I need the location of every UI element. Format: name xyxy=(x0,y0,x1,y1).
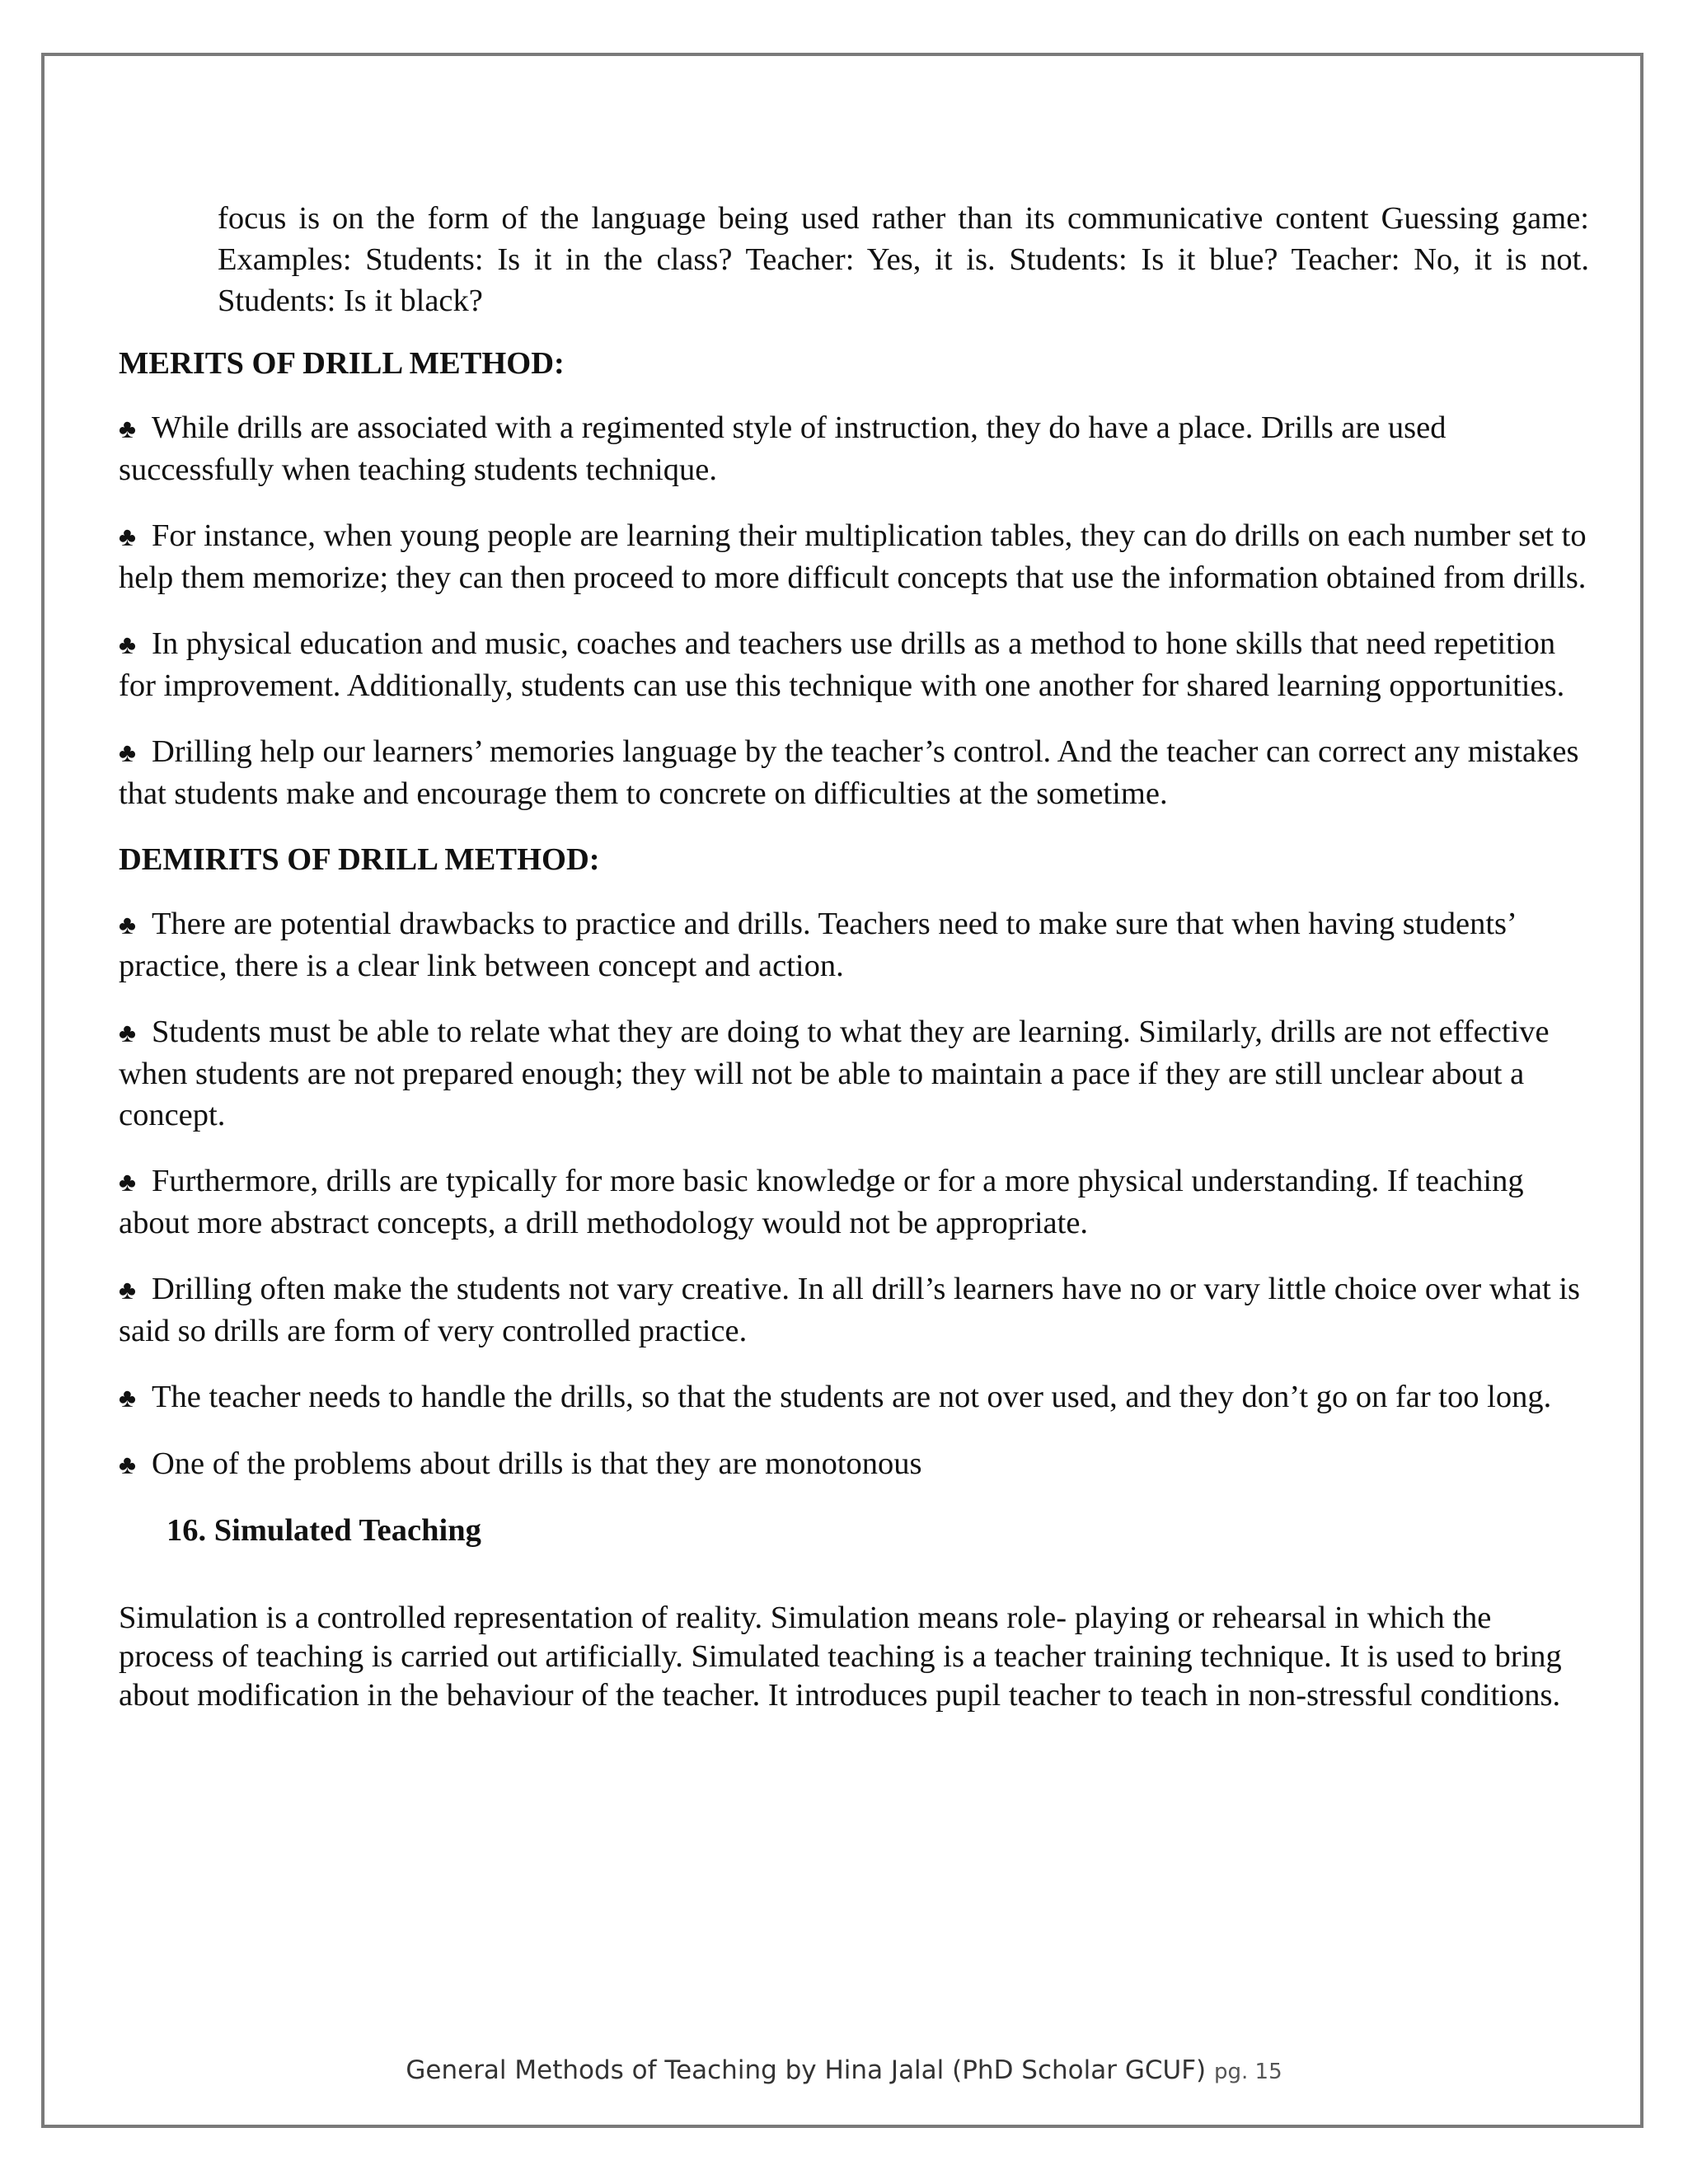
club-bullet-icon: ♣ xyxy=(119,414,136,443)
club-bullet-icon: ♣ xyxy=(119,1383,136,1413)
footer-text: General Methods of Teaching by Hina Jalal (PhD Scholar GCUF) xyxy=(406,2055,1207,2085)
list-item xyxy=(119,1376,1589,1418)
club-bullet-icon: ♣ xyxy=(119,738,136,767)
list-item xyxy=(119,1443,1589,1485)
list-item xyxy=(119,903,1589,987)
list-item-text: In physical education and music, coaches and teachers use drills as a method to hone skills that need repetition for improvement. Additionally, students can use this technique with one another for shared learning opportunities. xyxy=(119,626,1565,703)
list-item xyxy=(119,1011,1589,1136)
list-item xyxy=(119,515,1589,598)
list-item-text: Furthermore, drills are typically for more basic knowledge or for a more physical understanding. If teaching about more abstract concepts, a drill methodology would not be appropriate. xyxy=(119,1164,1524,1240)
page-footer xyxy=(0,2055,1688,2085)
merits-list xyxy=(119,407,1589,814)
demerits-list xyxy=(119,903,1589,1485)
club-bullet-icon: ♣ xyxy=(119,522,136,551)
section-title: Simulated Teaching xyxy=(213,1513,481,1548)
list-item-text: For instance, when young people are learning their multiplication tables, they can do drills on each number set to help them memorize; they can then proceed to more difficult concepts that use the information obtained from drills. xyxy=(119,518,1587,595)
list-item-text: There are potential drawbacks to practice and drills. Teachers need to make sure that when having students’ practice, there is a clear link between concept and action. xyxy=(119,907,1515,983)
club-bullet-icon: ♣ xyxy=(119,1018,136,1047)
list-item xyxy=(119,1268,1589,1352)
list-item-text: Drilling help our learners’ memories language by the teacher’s control. And the teacher can correct any mistakes that students make and encourage them to concrete on difficulties at the sometime. xyxy=(119,734,1579,811)
merits-heading: MERITS OF DRILL METHOD: xyxy=(119,346,565,381)
page-number: pg. 15 xyxy=(1213,2060,1282,2084)
club-bullet-icon: ♣ xyxy=(119,1450,136,1479)
club-bullet-icon: ♣ xyxy=(119,910,136,940)
intro-paragraph: focus is on the form of the language being used rather than its communicative content Guessing game: Examples: Students: Is it in the class? Teacher: Yes, it is. Students: Is it blue? Teacher: No, it is not. Students: Is it black? xyxy=(218,201,1589,318)
list-item-text: Drilling often make the students not vary creative. In all drill’s learners have no or vary little choice over what is said so drills are form of very controlled practice. xyxy=(119,1272,1581,1348)
club-bullet-icon: ♣ xyxy=(119,630,136,659)
section-number: 16. xyxy=(166,1513,207,1548)
page-content xyxy=(119,198,1589,1715)
list-item-text: Students must be able to relate what they are doing to what they are learning. Similarly, drills are not effective when students are not prepared enough; they will not be able to maintain a pace if they are still unclear about a concept. xyxy=(119,1015,1550,1132)
list-item xyxy=(119,623,1589,706)
club-bullet-icon: ♣ xyxy=(119,1275,136,1305)
list-item-text: While drills are associated with a regimented style of instruction, they do have a place. Drills are used successfully when teaching students technique. xyxy=(119,410,1447,487)
list-item xyxy=(119,1160,1589,1244)
list-item-text: One of the problems about drills is that they are monotonous xyxy=(152,1446,922,1481)
list-item xyxy=(119,407,1589,490)
list-item xyxy=(119,731,1589,814)
club-bullet-icon: ♣ xyxy=(119,1167,136,1197)
demerits-heading: DEMIRITS OF DRILL METHOD: xyxy=(119,842,600,877)
section-paragraph: Simulation is a controlled representation of reality. Simulation means role- playing or rehearsal in which the process of teaching is carried out artificially. Simulated teaching is a teacher training technique. It is used to bring about modification in the behaviour of the teacher. It introduces pupil teacher to teach in non-stressful conditions. xyxy=(119,1601,1562,1713)
list-item-text: The teacher needs to handle the drills, so that the students are not over used, and they don’t go on far too long. xyxy=(152,1380,1552,1414)
section-heading xyxy=(166,1510,1589,1551)
